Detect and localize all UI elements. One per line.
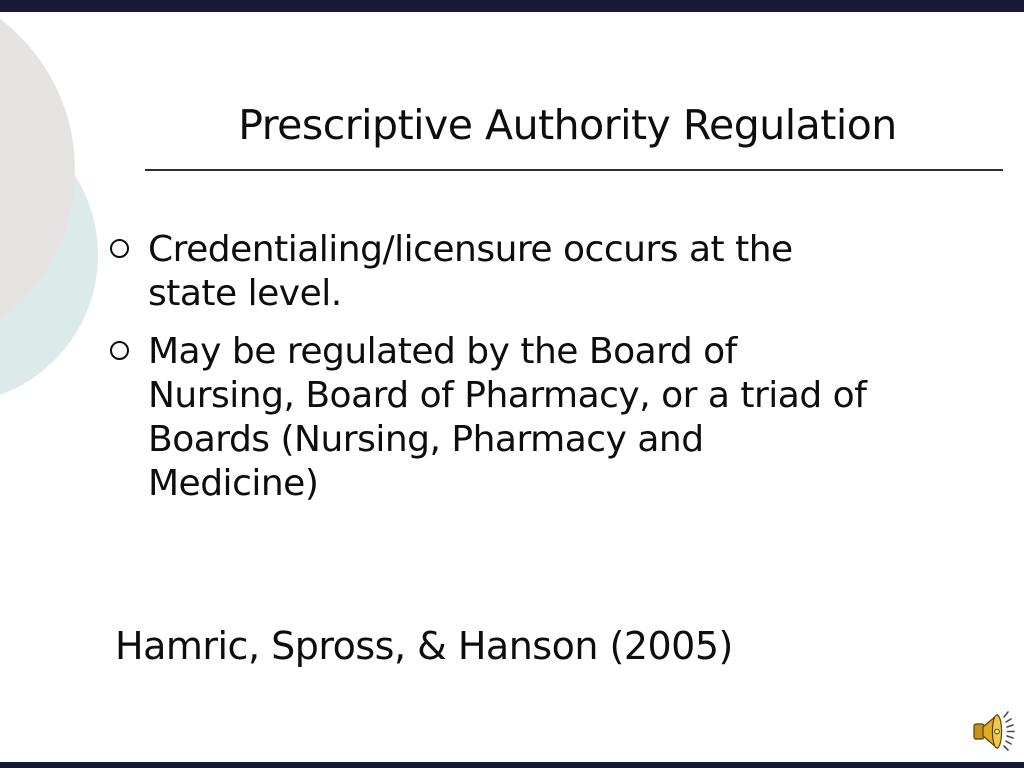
bullet-list <box>108 228 1013 520</box>
sound-rays-icon <box>1004 712 1014 750</box>
bullet-line: Nursing, Board of Pharmacy, or a triad of <box>148 375 867 416</box>
bullet-line: Credentialing/licensure occurs at the <box>148 229 793 270</box>
bullet-line: May be regulated by the Board of <box>148 331 737 372</box>
bullet-line: Boards (Nursing, Pharmacy and <box>148 419 704 460</box>
circle-bullet-icon <box>110 239 129 258</box>
title-underline <box>145 169 1003 171</box>
bullet-item <box>108 330 1013 506</box>
speaker-icon[interactable] <box>971 710 1017 752</box>
bullet-line: Medicine) <box>148 463 319 504</box>
circle-bullet-icon <box>110 341 129 360</box>
bullet-item <box>108 228 1013 316</box>
top-border-bar <box>0 0 1024 12</box>
slide-title: Prescriptive Authority Regulation <box>238 101 897 149</box>
citation-text: Hamric, Spross, & Hanson (2005) <box>115 624 733 668</box>
bottom-border-bar <box>0 762 1024 768</box>
title-area <box>135 101 1000 149</box>
bullet-line: state level. <box>148 273 342 314</box>
speaker-center-dot <box>995 729 1000 734</box>
